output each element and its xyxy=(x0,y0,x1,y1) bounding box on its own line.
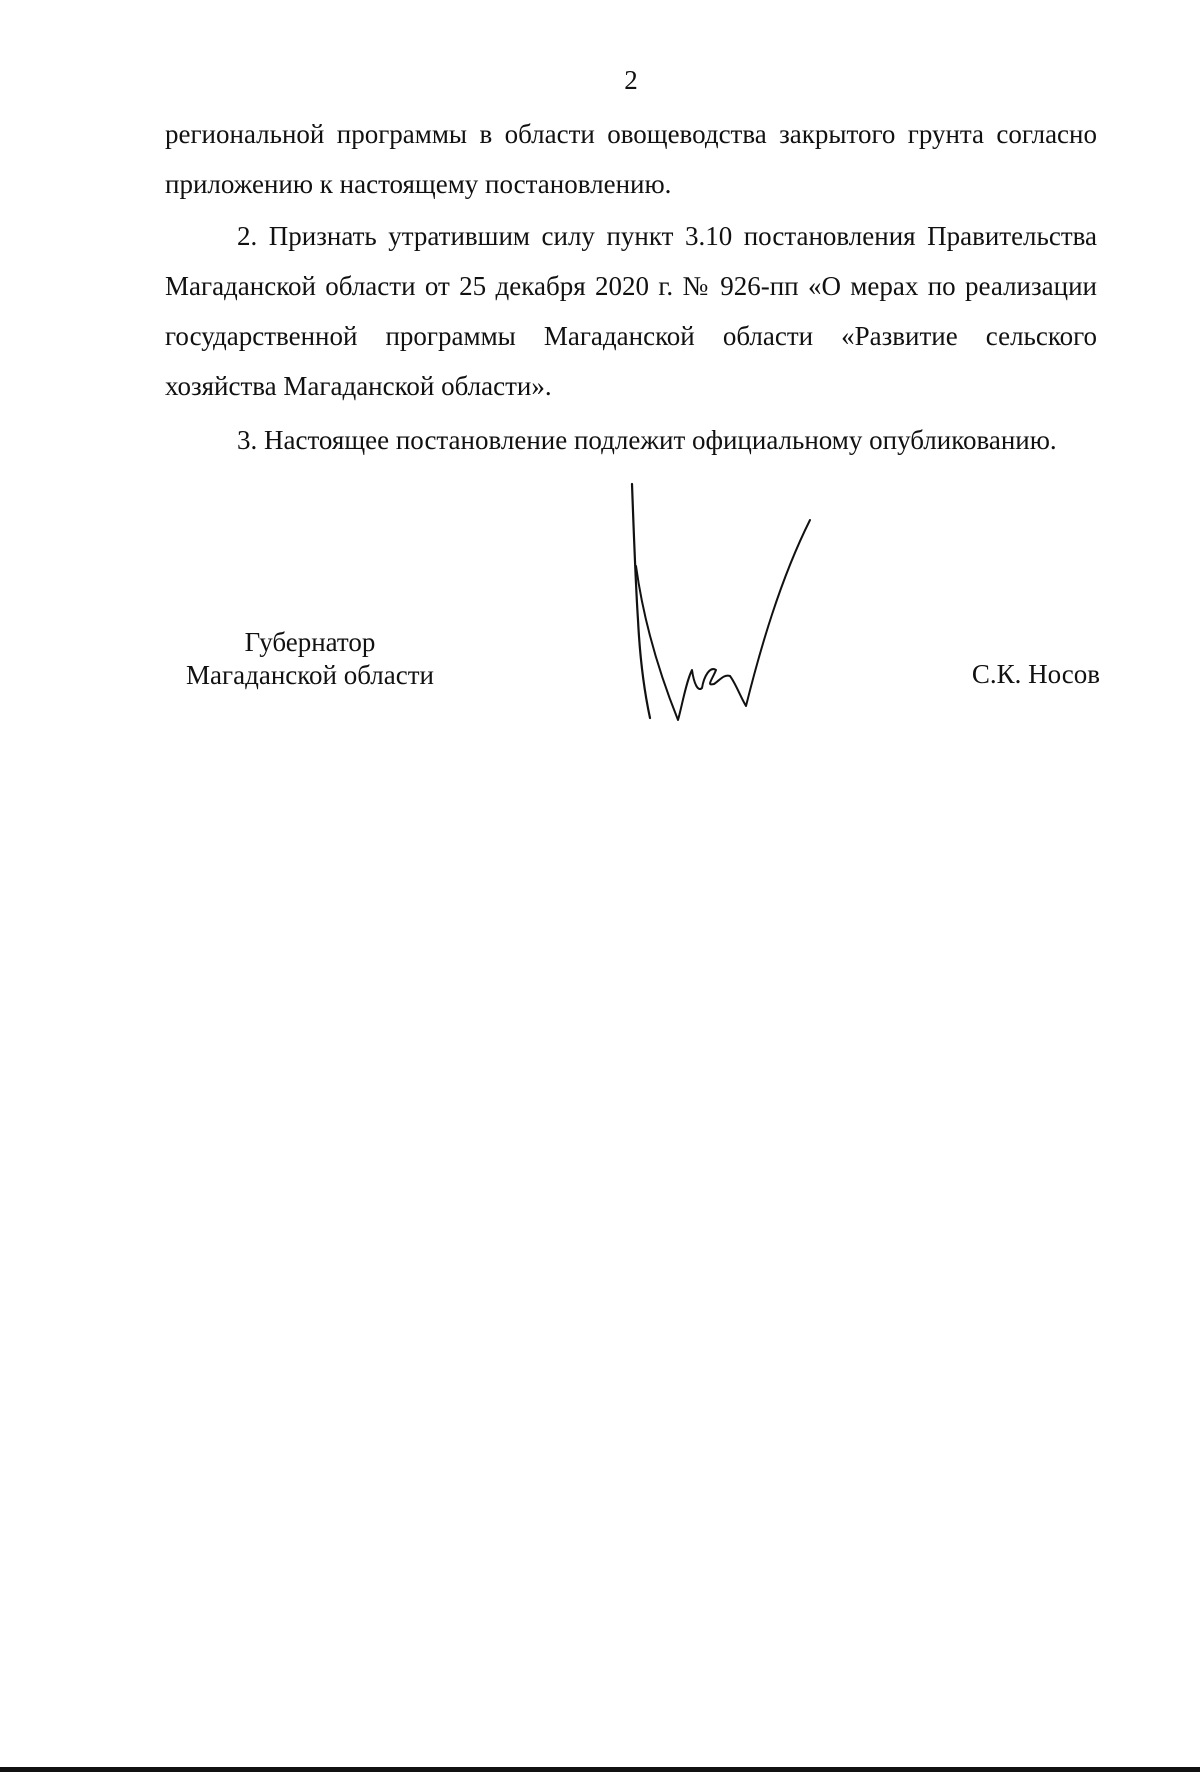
paragraph-continuation: региональной программы в области овощеводства закрытого грунта согласно приложению к настоящему постановлению. xyxy=(165,119,1097,199)
page-number: 2 xyxy=(624,65,638,95)
paragraph-item-3: 3. Настоящее постановление подлежит официальному опубликованию. xyxy=(237,425,1057,455)
signatory-title-line2: Магаданской области xyxy=(186,660,434,690)
scan-edge-rule xyxy=(0,1767,1200,1772)
handwritten-signature xyxy=(620,470,820,730)
paragraph-item-2: 2. Признать утратившим силу пункт 3.10 постановления Правительства Магаданской области от 25 декабря 2020 г. № 926-пп «О мерах по реализации государственной программы Магаданской области «Развитие сельского хозяйства Магаданской области». xyxy=(165,221,1097,401)
signatory-name: С.К. Носов xyxy=(971,659,1100,689)
signatory-title xyxy=(150,626,470,692)
signatory-title-line1: Губернатор xyxy=(244,627,376,657)
